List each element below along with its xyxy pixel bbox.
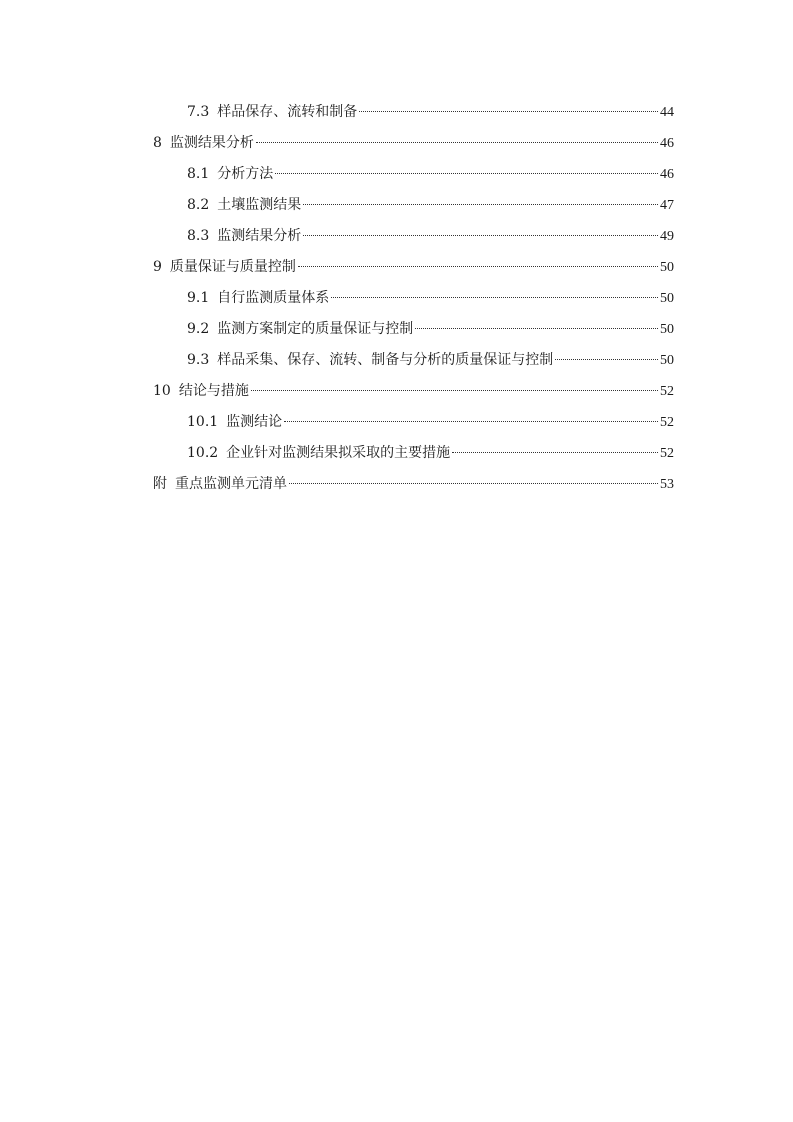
toc-entry[interactable]: [153, 252, 674, 283]
toc-entry[interactable]: [153, 159, 674, 190]
toc-entry-title: [187, 97, 357, 128]
table-of-contents: [153, 97, 674, 500]
toc-entry-page: 53: [660, 477, 674, 492]
toc-leader-dots: [359, 111, 658, 112]
toc-entry-number: 10: [153, 383, 171, 399]
toc-entry-text: 重点监测单元清单: [175, 476, 287, 492]
toc-entry-title: [187, 407, 282, 438]
toc-entry-title: [187, 345, 553, 376]
toc-entry-title: [187, 314, 413, 345]
toc-entry[interactable]: [153, 376, 674, 407]
toc-entry-text: 结论与措施: [178, 383, 249, 399]
toc-entry[interactable]: [153, 438, 674, 469]
toc-entry-page: 46: [660, 167, 674, 182]
toc-entry-number: 8.2: [187, 197, 210, 213]
toc-entry[interactable]: [153, 97, 674, 128]
toc-leader-dots: [289, 483, 658, 484]
toc-entry[interactable]: [153, 190, 674, 221]
toc-entry-page: 52: [660, 415, 674, 430]
toc-leader-dots: [331, 297, 658, 298]
toc-leader-dots: [303, 204, 658, 205]
toc-entry-text: 样品采集、保存、流转、制备与分析的质量保证与控制: [217, 352, 554, 368]
toc-entry-text: 监测方案制定的质量保证与控制: [217, 321, 414, 337]
toc-entry[interactable]: [153, 314, 674, 345]
toc-entry-number: 10.1: [187, 414, 219, 430]
toc-entry-number: 9.2: [187, 321, 210, 337]
toc-leader-dots: [256, 142, 658, 143]
toc-entry-page: 50: [660, 260, 674, 275]
toc-entry-page: 52: [660, 446, 674, 461]
toc-entry[interactable]: [153, 128, 674, 159]
toc-entry-text: 监测结果分析: [169, 135, 254, 151]
toc-entry[interactable]: [153, 469, 674, 500]
toc-entry-number: 10.2: [187, 445, 219, 461]
toc-leader-dots: [452, 452, 658, 453]
toc-entry[interactable]: [153, 283, 674, 314]
toc-leader-dots: [415, 328, 658, 329]
toc-entry-number: 7.3: [187, 104, 210, 120]
toc-leader-dots: [298, 266, 658, 267]
toc-entry-title: [187, 190, 301, 221]
toc-entry-page: 52: [660, 384, 674, 399]
toc-entry-number: 9.1: [187, 290, 210, 306]
toc-entry-title: [187, 438, 450, 469]
toc-entry-text: 自行监测质量体系: [217, 290, 330, 306]
toc-entry-page: 50: [660, 291, 674, 306]
toc-entry-text: 监测结论: [226, 414, 283, 430]
toc-entry[interactable]: [153, 345, 674, 376]
toc-entry-title: [153, 252, 296, 283]
toc-entry-page: 50: [660, 353, 674, 368]
toc-entry-page: 46: [660, 136, 674, 151]
toc-leader-dots: [555, 359, 658, 360]
toc-entry-text: 样品保存、流转和制备: [217, 104, 358, 120]
toc-entry-text: 土壤监测结果: [217, 197, 302, 213]
toc-leader-dots: [284, 421, 658, 422]
toc-entry-title: [153, 376, 249, 407]
toc-leader-dots: [251, 390, 658, 391]
toc-entry-page: 49: [660, 229, 674, 244]
toc-entry[interactable]: [153, 221, 674, 252]
toc-entry-number: 8.1: [187, 166, 210, 182]
toc-entry-text: 企业针对监测结果拟采取的主要措施: [226, 445, 451, 461]
toc-entry-number: 附: [153, 476, 167, 492]
toc-leader-dots: [303, 235, 658, 236]
toc-entry-number: 9.3: [187, 352, 210, 368]
toc-entry-title: [187, 159, 273, 190]
toc-entry[interactable]: [153, 407, 674, 438]
toc-entry-title: [187, 283, 329, 314]
toc-entry-text: 质量保证与质量控制: [169, 259, 296, 275]
toc-entry-page: 44: [660, 105, 674, 120]
toc-entry-title: [153, 469, 287, 500]
toc-entry-page: 47: [660, 198, 674, 213]
toc-entry-title: [153, 128, 254, 159]
toc-entry-text: 分析方法: [217, 166, 274, 182]
toc-entry-title: [187, 221, 301, 252]
toc-entry-text: 监测结果分析: [217, 228, 302, 244]
toc-entry-number: 8: [153, 135, 162, 151]
toc-entry-number: 8.3: [187, 228, 210, 244]
toc-entry-number: 9: [153, 259, 162, 275]
toc-leader-dots: [275, 173, 658, 174]
toc-entry-page: 50: [660, 322, 674, 337]
